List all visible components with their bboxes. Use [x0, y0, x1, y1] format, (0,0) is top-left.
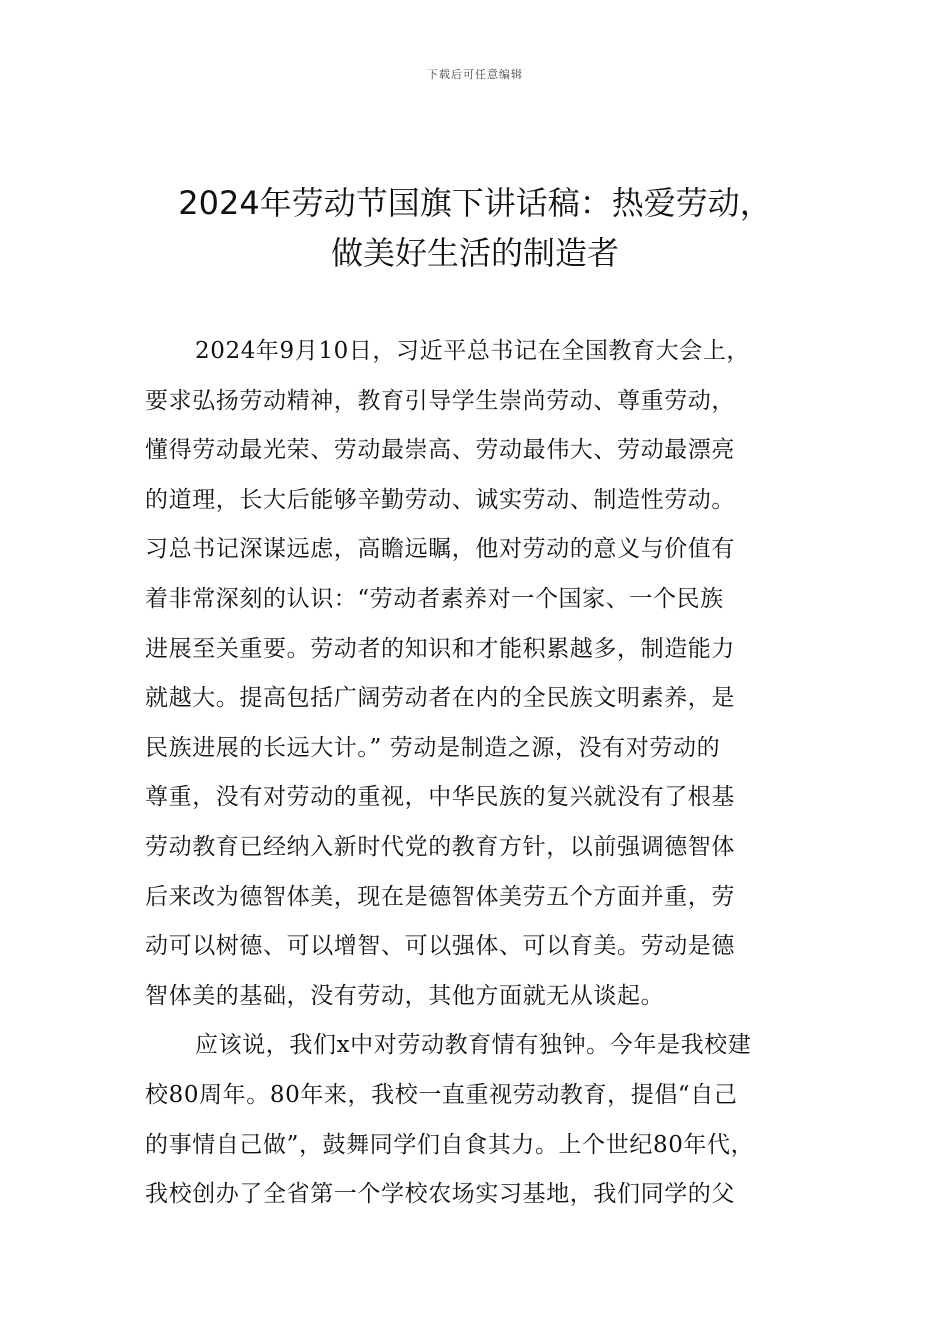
document-title [100, 178, 850, 278]
paragraph-line: 习总书记深谋远虑，高瞻远瞩，他对劳动的意义与价值有 [145, 536, 735, 563]
paragraph-line: 的道理，长大后能够辛勤劳动、诚实劳动、制造性劳动。 [145, 486, 735, 513]
paragraph-line: 2024年9月10日，习近平总书记在全国教育大会上， [195, 338, 751, 364]
paragraph-line: 动可以树德、可以增智、可以强体、可以育美。劳动是德 [145, 933, 735, 960]
paragraph-line: 民族进展的长远大计。” 劳动是制造之源，没有对劳动的 [145, 734, 721, 761]
paragraph-line: 要求弘扬劳动精神，教育引导学生崇尚劳动、尊重劳动， [145, 387, 735, 414]
paragraph-line: 尊重，没有对劳动的重视，中华民族的复兴就没有了根基 [145, 784, 735, 811]
paragraph-line: 的事情自己做”，鼓舞同学们自食其力。上个世纪80年代， [145, 1131, 755, 1158]
paragraph-line: 劳动教育已经纳入新时代党的教育方针，以前强调德智体 [145, 833, 735, 860]
paragraph-line: 着非常深刻的认识：“劳动者素养对一个国家、一个民族 [145, 585, 724, 612]
paragraph-line: 智体美的基础，没有劳动，其他方面就无从谈起。 [145, 982, 665, 1009]
paragraph-line: 懂得劳动最光荣、劳动最崇高、劳动最伟大、劳动最漂亮 [145, 437, 735, 464]
title-line-1: 2024年劳动节国旗下讲话稿：热爱劳动， [178, 184, 772, 222]
paragraph-line: 我校创办了全省第一个学校农场实习基地，我们同学的父 [145, 1181, 735, 1208]
header-note: 下载后可任意编辑 [427, 68, 523, 81]
paragraph-line: 后来改为德智体美，现在是德智体美劳五个方面并重，劳 [145, 883, 735, 910]
paragraph-line: 就越大。提高包括广阔劳动者在内的全民族文明素养，是 [145, 685, 735, 712]
body-text [145, 327, 825, 1220]
title-line-2: 做美好生活的制造者 [330, 234, 619, 272]
paragraph-line: 进展至关重要。劳动者的知识和才能积累越多，制造能力 [145, 635, 735, 662]
paragraph-line: 校80周年。80年来，我校一直重视劳动教育，提倡“自己 [145, 1081, 738, 1108]
paragraph-line: 应该说，我们x中对劳动教育情有独钟。今年是我校建 [195, 1032, 752, 1059]
